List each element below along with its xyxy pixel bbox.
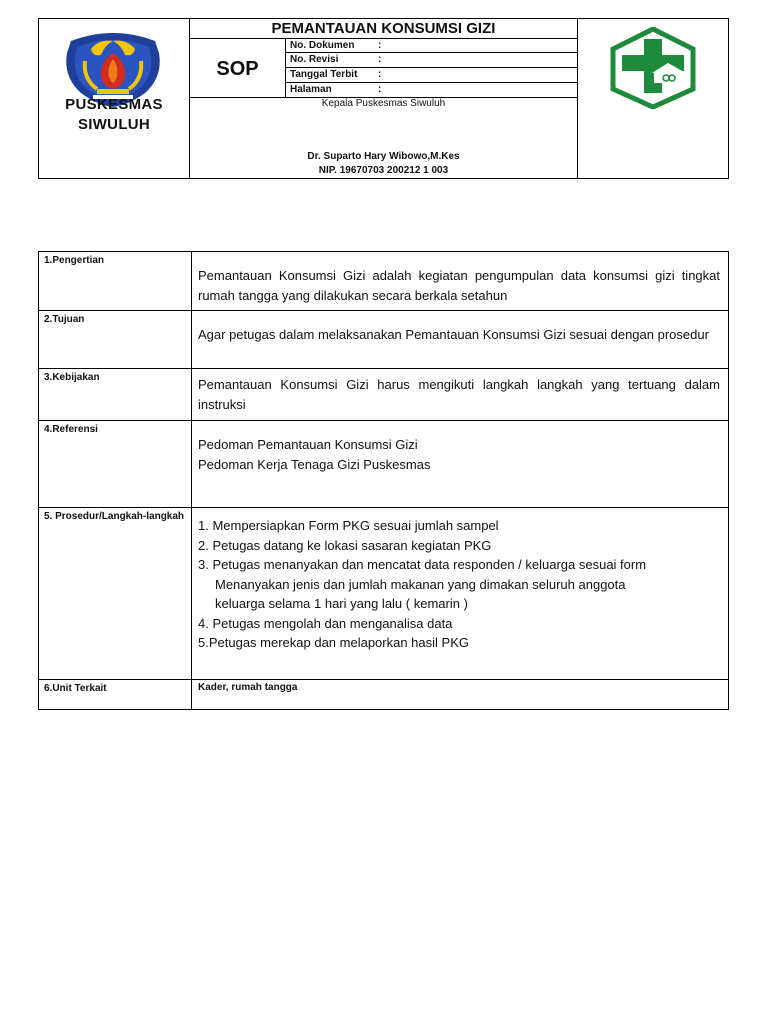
- header-divider: [189, 38, 577, 39]
- section-list-prosedur: [192, 508, 729, 680]
- meta-label: Halaman: [290, 84, 332, 95]
- puskesmas-logo-icon: [610, 27, 696, 109]
- section-label: 4.Referensi: [39, 421, 192, 508]
- meta-label: Tanggal Terbit: [290, 69, 358, 80]
- reference-item: Pedoman Pemantauan Konsumsi Gizi: [198, 437, 418, 452]
- section-label: 3.Kebijakan: [39, 369, 192, 421]
- section-row-prosedur: [39, 508, 729, 680]
- section-row-kebijakan: [39, 369, 729, 421]
- procedure-step: 3. Petugas menanyakan dan mencatat data responden / keluarga sesuai form: [198, 557, 647, 572]
- reference-item: Pedoman Kerja Tenaga Gizi Puskesmas: [198, 456, 431, 472]
- section-row-unit-terkait: [39, 680, 729, 710]
- procedure-step: 4. Petugas mengolah dan menganalisa data: [198, 615, 453, 631]
- header-divider: [577, 19, 578, 178]
- meta-row-halaman: [290, 83, 381, 96]
- signatory-name: Dr. Suparto Hary Wibowo,M.Kes: [307, 151, 460, 162]
- section-text-pengertian: Pemantauan Konsumsi Gizi adalah kegiatan pengumpulan data konsumsi gizi tingkat rumah tangga yang dilakukan secara berkala setahun: [192, 252, 729, 311]
- meta-value: :: [378, 84, 382, 95]
- section-row-referensi: [39, 421, 729, 508]
- section-label: 5. Prosedur/Langkah-langkah: [39, 508, 192, 680]
- meta-label: No. Revisi: [290, 54, 339, 65]
- meta-label: No. Dokumen: [290, 40, 355, 51]
- organization-name: PUSKESMAS SIWULUH: [65, 96, 163, 133]
- meta-value: :: [378, 40, 382, 51]
- section-row-tujuan: [39, 311, 729, 369]
- section-text-tujuan: Agar petugas dalam melaksanakan Pemantauan Konsumsi Gizi sesuai dengan prosedur: [192, 311, 729, 369]
- signatory-title: Kepala Puskesmas Siwuluh: [321, 98, 446, 109]
- procedure-step: 1. Mempersiapkan Form PKG sesuai jumlah sampel: [198, 518, 499, 533]
- meta-row-tanggal: [290, 68, 381, 81]
- section-label: 1.Pengertian: [39, 252, 192, 311]
- section-label: 2.Tujuan: [39, 311, 192, 369]
- meta-value: :: [378, 69, 382, 80]
- section-label: 6.Unit Terkait: [39, 680, 192, 710]
- meta-value: :: [378, 54, 382, 65]
- section-text-unit-terkait: Kader, rumah tangga: [192, 680, 729, 710]
- document-title: PEMANTAUAN KONSUMSI GIZI: [271, 20, 496, 37]
- meta-row-revisi: [290, 53, 381, 66]
- section-row-pengertian: [39, 252, 729, 311]
- procedure-step: 2. Petugas datang ke lokasi sasaran kegiatan PKG: [198, 537, 492, 553]
- section-text-kebijakan: Pemantauan Konsumsi Gizi harus mengikuti langkah langkah yang tertuang dalam instruksi: [192, 369, 729, 421]
- signatory-nip: NIP. 19670703 200212 1 003: [318, 165, 449, 176]
- sop-label: SOP: [216, 58, 259, 80]
- section-list-referensi: [192, 421, 729, 508]
- procedure-step: 5.Petugas merekap dan melaporkan hasil PKG: [198, 635, 469, 650]
- sop-content-table: [38, 251, 729, 710]
- meta-row-dokumen: [290, 39, 381, 52]
- procedure-step: keluarga selama 1 hari yang lalu ( kemarin ): [215, 596, 468, 611]
- procedure-step: Menanyakan jenis dan jumlah makanan yang dimakan seluruh anggota: [215, 576, 626, 592]
- document-header: [38, 18, 729, 179]
